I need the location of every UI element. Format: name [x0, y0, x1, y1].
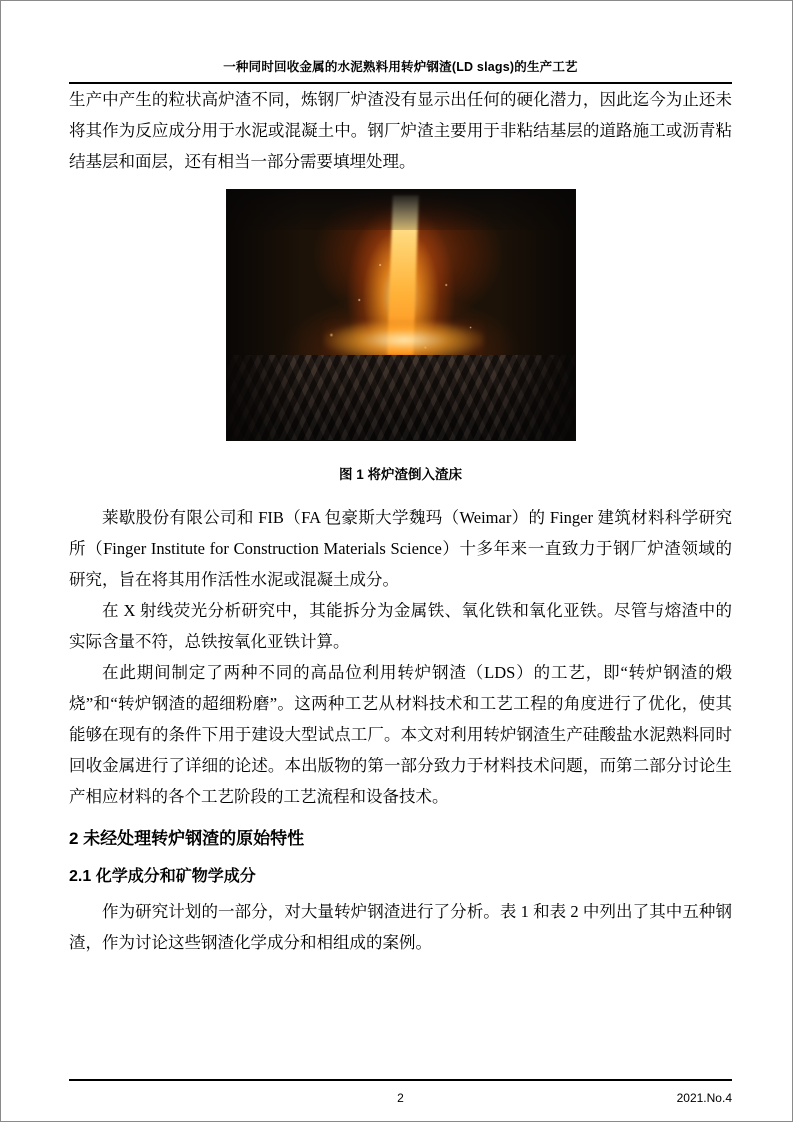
page-footer [69, 1091, 732, 1105]
body-text [69, 84, 732, 958]
running-header-text: 一种同时回收金属的水泥熟料用转炉钢渣(LD slags)的生产工艺 [223, 60, 578, 74]
figure-left-shadow [227, 190, 304, 440]
figure-right-shadow [498, 190, 575, 440]
paragraph-2: 莱歇股份有限公司和 FIB（FA 包豪斯大学魏玛（Weimar）的 Finger 建筑材料科学研究所（Finger Institute for Construction Materials Science）十多年来一直致力于钢厂炉渣领域的研究，旨在将其用作活性水泥或混凝土成分。 [69, 508, 732, 589]
figure-1-caption: 图 1 将炉渣倒入渣床 [338, 467, 462, 482]
page-number: 2 [397, 1091, 404, 1105]
paragraph-5: 作为研究计划的一部分，对大量转炉钢渣进行了分析。表 1 和表 2 中列出了其中五种钢渣，作为讨论这些钢渣化学成分和相组成的案例。 [69, 902, 732, 952]
figure-1-image [226, 189, 576, 441]
issue-label: 2021.No.4 [676, 1091, 732, 1105]
footer-divider [69, 1079, 732, 1081]
paragraph-3: 在 X 射线荧光分析研究中，其能拆分为金属铁、氧化铁和氧化亚铁。尽管与熔渣中的实际含量不符，总铁按氧化亚铁计算。 [69, 601, 732, 651]
paragraph-1: 生产中产生的粒状高炉渣不同，炼钢厂炉渣没有显示出任何的硬化潜力，因此迄今为止还未将其作为反应成分用于水泥或混凝土中。钢厂炉渣主要用于非粘结基层的道路施工或沥青粘结基层和面层，还有相当一部分需要填埋处理。 [69, 90, 732, 171]
subsection-heading-2-1: 2.1 化学成分和矿物学成分 [69, 868, 256, 885]
paragraph-4: 在此期间制定了两种不同的高品位利用转炉钢渣（LDS）的工艺，即“转炉钢渣的煅烧”和“转炉钢渣的超细粉磨”。这两种工艺从材料技术和工艺工程的角度进行了优化，使其能够在现有的条件下用于建设大型试点工厂。本文对利用转炉钢渣生产硅酸盐水泥熟料同时回收金属进行了详细的论述。本出版物的第一部分致力于材料技术问题，而第二部分讨论生产相应材料的各个工艺阶段的工艺流程和设备技术。 [69, 663, 732, 806]
figure-1 [69, 189, 732, 490]
running-header [69, 57, 732, 80]
page-content [69, 57, 732, 1071]
section-heading-2: 2 未经处理转炉钢渣的原始特性 [69, 829, 305, 848]
